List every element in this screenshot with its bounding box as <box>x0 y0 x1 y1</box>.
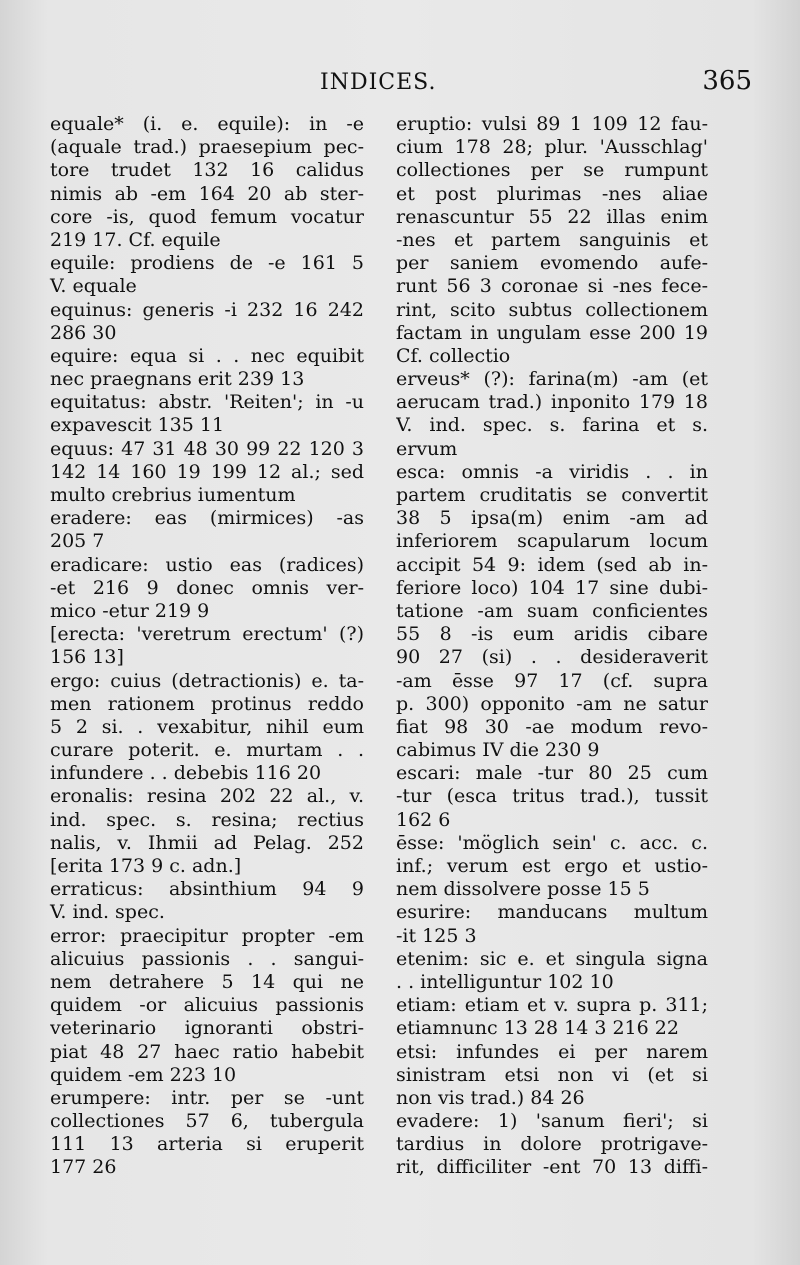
index-line: inf.; verum est ergo et ustio- <box>396 855 708 877</box>
index-line: equile: prodiens de -e 161 5 <box>50 252 364 275</box>
index-line: nimis ab -em 164 20 ab ster- <box>50 182 364 205</box>
index-line: multo crebrius iumentum <box>50 484 296 506</box>
index-line: partem cruditatis se convertit <box>396 484 708 506</box>
index-line: . . intelliguntur 102 10 <box>396 970 614 993</box>
index-line: 177 26 <box>50 1156 117 1179</box>
page-number: 365 <box>702 66 752 96</box>
index-line: eruptio: vulsi 89 1 109 12 fau- <box>396 113 708 135</box>
index-line: 156 13] <box>50 646 124 669</box>
index-line: [erecta: 'veretrum erectum' (?) <box>50 623 364 646</box>
index-line: Cf. collectio <box>396 344 511 367</box>
index-line: cium 178 28; plur. 'Ausschlag' <box>396 136 708 159</box>
index-line: factam in ungulam esse 200 19 <box>396 321 708 344</box>
index-line: fiat 98 30 -ae modum revo- <box>396 715 708 738</box>
index-line: accipit 54 9: idem (sed ab in- <box>396 553 708 576</box>
index-line: et post plurimas -nes aliae <box>396 182 708 205</box>
index-line: 142 14 160 19 199 12 al.; sed <box>50 460 364 483</box>
index-line: equus: 47 31 48 30 99 22 120 3 <box>50 437 364 460</box>
index-line: -am ēsse 97 17 (cf. supra <box>396 669 708 692</box>
index-line: curare poterit. e. murtam . . <box>50 739 364 762</box>
index-line: veterinario ignoranti obstri- <box>50 1017 364 1040</box>
index-line: collectiones per se rumpunt <box>396 159 708 182</box>
index-line: 286 30 <box>50 321 117 344</box>
index-line: escari: male -tur 80 25 cum <box>396 762 708 785</box>
index-line: V. equale <box>50 275 137 298</box>
index-line: nem dissolvere posse 15 5 <box>396 878 650 901</box>
index-line: quidem -em 223 10 <box>50 1063 237 1086</box>
index-line: eronalis: resina 202 22 al., v. <box>50 785 364 808</box>
index-line: 162 6 <box>396 808 451 831</box>
index-line: equinus: generis -i 232 16 242 <box>50 298 364 321</box>
index-line: feriore loco) 104 17 sine dubi- <box>396 576 708 599</box>
index-line: error: praecipitur propter -em <box>50 924 364 947</box>
index-line: equire: equa si . . nec equibit <box>50 344 364 367</box>
index-line: ēsse: 'möglich sein' c. acc. c. <box>396 831 708 854</box>
index-line: esca: omnis -a viridis . . in <box>396 460 708 483</box>
index-line: runt 56 3 coronae si -nes fece- <box>396 275 708 298</box>
index-line: esurire: manducans multum <box>396 901 708 924</box>
index-line: V. ind. spec. <box>50 901 165 924</box>
index-line: quidem -or alicuius passionis <box>50 994 364 1017</box>
index-line: piat 48 27 haec ratio habebit <box>50 1040 364 1063</box>
index-line: 55 8 -is eum aridis cibare <box>396 623 708 646</box>
running-head <box>50 64 752 104</box>
index-line: evadere: 1) 'sanum fieri'; si <box>396 1110 708 1133</box>
index-line: expavescit 135 11 <box>50 414 225 437</box>
index-line: aerucam trad.) inponito 179 18 <box>396 391 708 414</box>
index-line: [erita 173 9 c. adn.] <box>50 855 242 877</box>
index-line: non vis trad.) 84 26 <box>396 1086 585 1109</box>
index-line: cabimus IV die 230 9 <box>396 739 600 762</box>
index-line: -it 125 3 <box>396 924 477 947</box>
index-line: sinistram etsi non vi (et si <box>396 1063 708 1086</box>
index-line: 219 17. Cf. equile <box>50 228 221 251</box>
index-line: erumpere: intr. per se -unt <box>50 1086 364 1109</box>
index-line: eradere: eas (mirmices) -as <box>50 507 364 530</box>
index-line: equale* (i. e. equile): in -e <box>50 113 364 135</box>
index-line: mico -etur 219 9 <box>50 599 210 622</box>
index-line: ind. spec. s. resina; rectius <box>50 808 364 831</box>
index-line: -et 216 9 donec omnis ver- <box>50 576 364 599</box>
index-line: tatione -am suam conficientes <box>396 599 708 622</box>
index-line: V. ind. spec. s. farina et s. <box>396 414 708 437</box>
index-line: core -is, quod femum vocatur <box>50 205 364 228</box>
running-title: INDICES. <box>320 70 437 95</box>
index-line: 111 13 arteria si eruperit <box>50 1133 364 1156</box>
index-line: ervum <box>396 437 458 460</box>
index-line: collectiones 57 6, tubergula <box>50 1110 364 1133</box>
index-line: etsi: infundes ei per narem <box>396 1040 708 1063</box>
index-line: erveus* (?): farina(m) -am (et <box>396 368 708 391</box>
index-line: erraticus: absinthium 94 9 <box>50 878 364 901</box>
index-line: (aquale trad.) praesepium pec- <box>50 136 364 159</box>
index-line: per saniem evomendo aufe- <box>396 252 708 275</box>
index-line: 90 27 (si) . . desideraverit <box>396 646 708 669</box>
index-line: rit, difficiliter -ent 70 13 diffi- <box>396 1156 708 1179</box>
right-column <box>396 113 708 1180</box>
index-line: p. 300) opponito -am ne satur <box>396 692 708 715</box>
index-line: -nes et partem sanguinis et <box>396 228 708 251</box>
index-line: etenim: sic e. et singula signa <box>396 947 708 970</box>
index-line: ergo: cuius (detractionis) e. ta- <box>50 669 364 692</box>
index-line: equitatus: abstr. 'Reiten'; in -u <box>50 391 364 414</box>
index-line: renascuntur 55 22 illas enim <box>396 205 708 228</box>
index-line: tardius in dolore protrigave- <box>396 1133 708 1156</box>
index-line: nem detrahere 5 14 qui ne <box>50 970 364 993</box>
index-line: eradicare: ustio eas (radices) <box>50 553 364 576</box>
index-line: 5 2 si. . vexabitur, nihil eum <box>50 715 364 738</box>
index-line: etiamnunc 13 28 14 3 216 22 <box>396 1017 679 1040</box>
left-column <box>50 113 364 1180</box>
index-line: men rationem protinus reddo <box>50 692 364 715</box>
index-line: -tur (esca tritus trad.), tussit <box>396 785 708 808</box>
index-line: nec praegnans erit 239 13 <box>50 368 305 391</box>
index-line: nalis, v. Ihmii ad Pelag. 252 <box>50 831 364 854</box>
index-line: etiam: etiam et v. supra p. 311; <box>396 994 708 1017</box>
index-line: alicuius passionis . . sangui- <box>50 947 364 970</box>
index-line: inferiorem scapularum locum <box>396 530 708 553</box>
index-line: 205 7 <box>50 530 105 553</box>
index-line: infundere . . debebis 116 20 <box>50 762 322 785</box>
index-line: 38 5 ipsa(m) enim -am ad <box>396 507 708 530</box>
index-line: rint, scito subtus collectionem <box>396 298 708 321</box>
index-line: tore trudet 132 16 calidus <box>50 159 364 182</box>
